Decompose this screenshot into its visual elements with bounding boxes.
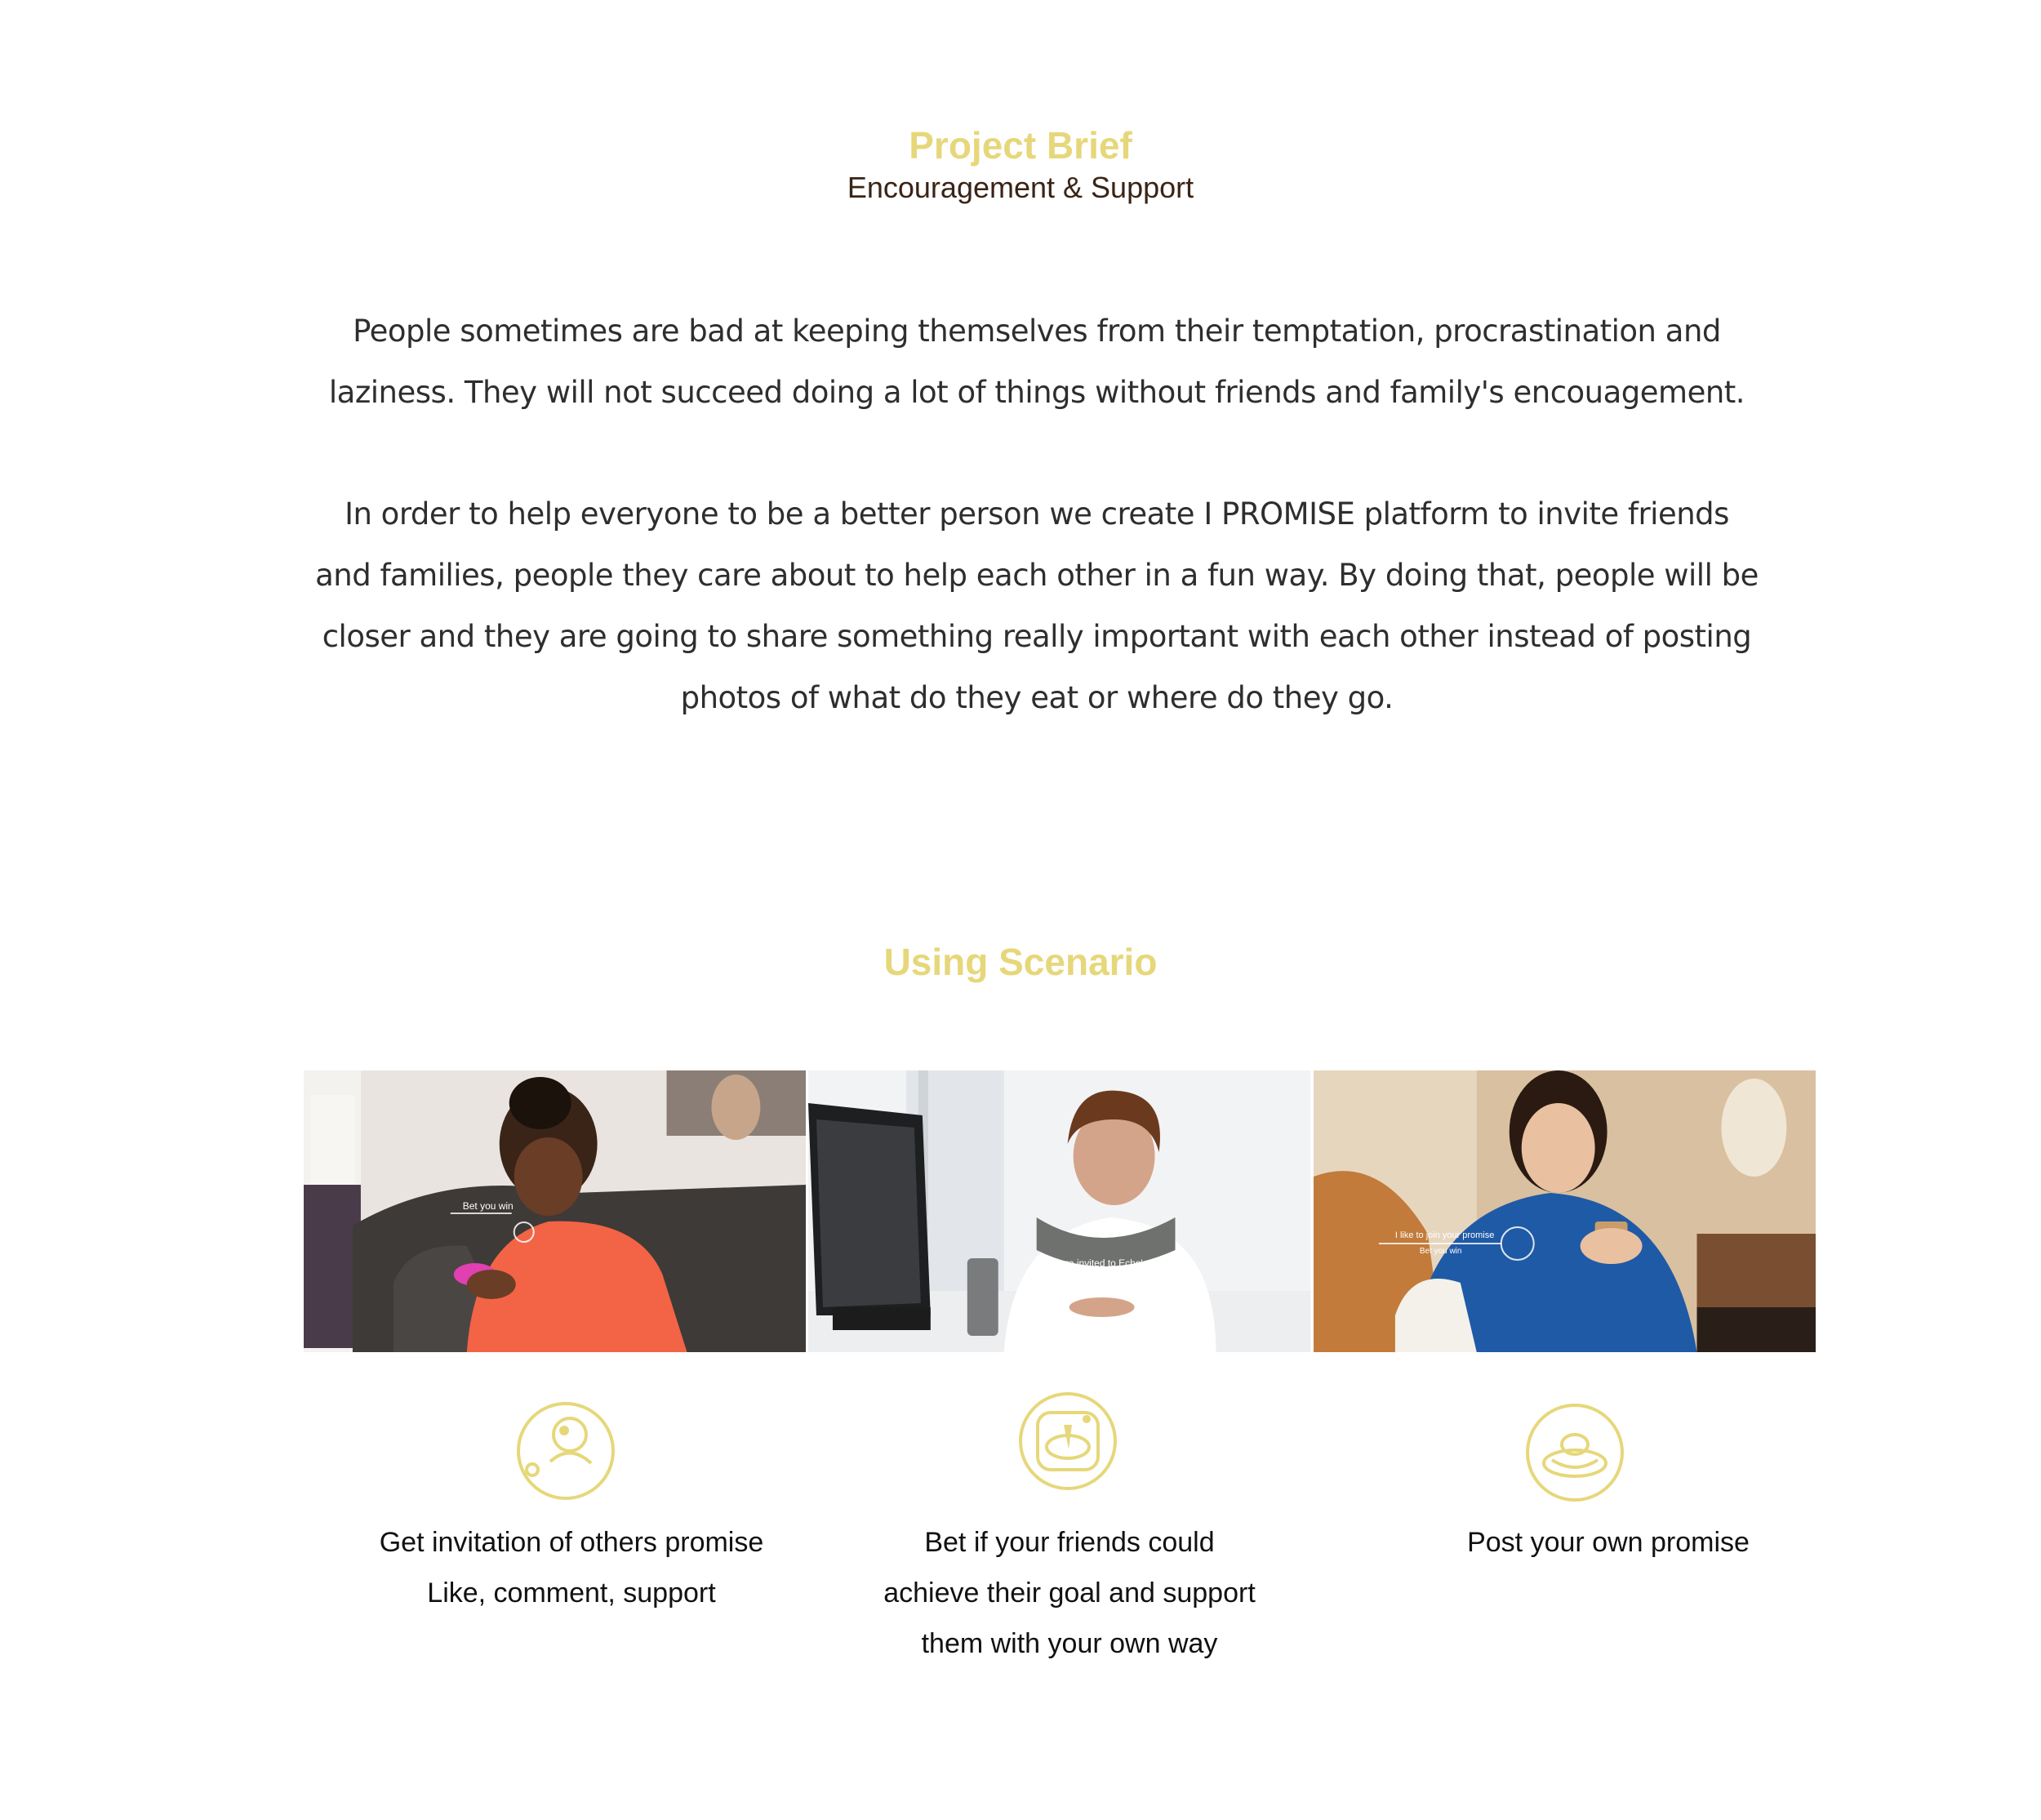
project-brief-subtitle: Encouragement & Support bbox=[847, 171, 1194, 204]
photo1-overlay-text: Bet you win bbox=[462, 1199, 514, 1213]
paragraph-line: laziness. They will not succeed doing a lot of things without friends and family's encouagement. bbox=[328, 375, 1745, 410]
brief-paragraph-1 bbox=[310, 300, 1763, 423]
paragraph-line: closer and they are going to share something really important with each other instead of posting bbox=[322, 619, 1752, 654]
caption-line: Post your own promise bbox=[1467, 1527, 1750, 1558]
bet-icon bbox=[1015, 1388, 1121, 1494]
paragraph-line: People sometimes are bad at keeping themselves from their temptation, procrastination and bbox=[353, 314, 1721, 349]
paragraph-line: In order to help everyone to be a better person we create I PROMISE platform to invite friends bbox=[345, 496, 1729, 532]
paragraph-line: and families, people they care about to help each other in a fun way. By doing that, people will be bbox=[315, 558, 1759, 593]
scenario-photo-2 bbox=[808, 1070, 1310, 1352]
caption-line: achieve their goal and support bbox=[883, 1577, 1256, 1609]
scenario-caption-invitation bbox=[318, 1517, 825, 1618]
photo2-overlay-text: You are invited to Echo's promise bbox=[1041, 1257, 1185, 1270]
scenario-caption-post bbox=[1355, 1517, 1861, 1568]
caption-line: them with your own way bbox=[921, 1628, 1218, 1659]
invitation-icon bbox=[513, 1398, 619, 1504]
scenario-photo-1 bbox=[304, 1070, 806, 1352]
post-promise-icon bbox=[1522, 1399, 1628, 1506]
brief-paragraph-2 bbox=[310, 483, 1763, 728]
project-brief-title: Project Brief bbox=[909, 124, 1132, 167]
caption-line: Bet if your friends could bbox=[924, 1527, 1215, 1558]
paragraph-line: photos of what do they eat or where do they go. bbox=[680, 680, 1394, 715]
caption-line: Like, comment, support bbox=[427, 1577, 716, 1609]
scenario-photo-3 bbox=[1314, 1070, 1816, 1352]
scenario-photo-strip bbox=[304, 1070, 1816, 1352]
using-scenario-title: Using Scenario bbox=[883, 941, 1158, 983]
scenario-caption-bet bbox=[816, 1517, 1323, 1669]
photo3-overlay-text-2: Bet you win bbox=[1419, 1246, 1462, 1257]
caption-line: Get invitation of others promise bbox=[379, 1527, 764, 1558]
photo3-overlay-text: I like to join your promise bbox=[1394, 1230, 1494, 1241]
